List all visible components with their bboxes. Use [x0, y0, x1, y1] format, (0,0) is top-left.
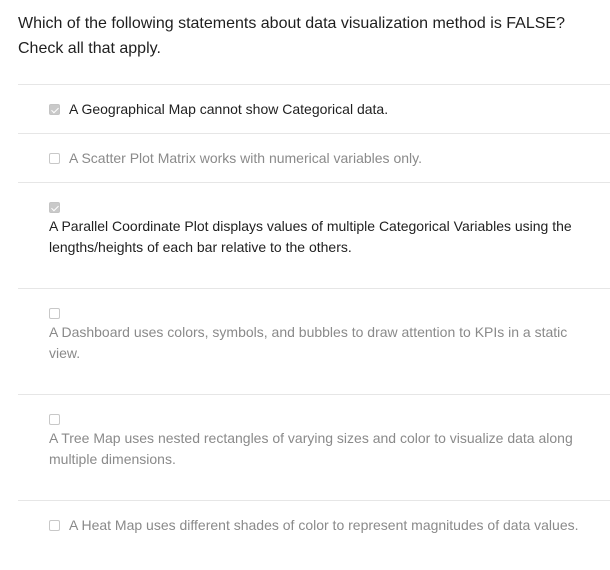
option-4-label[interactable]: A Dashboard uses colors, symbols, and bubbles to draw attention to KPIs in a static view. — [49, 324, 568, 361]
option-2-checkbox[interactable] — [49, 153, 60, 164]
answer-option-6[interactable] — [18, 500, 610, 556]
option-3-label[interactable]: A Parallel Coordinate Plot displays values of multiple Categorical Variables using the lengths/heights of each bar relative to the others. — [49, 218, 572, 255]
option-2-label[interactable]: A Scatter Plot Matrix works with numerical variables only. — [69, 150, 422, 166]
answer-option-5[interactable] — [18, 394, 610, 500]
option-3-checkbox[interactable] — [49, 202, 60, 213]
answer-option-1[interactable] — [18, 84, 610, 133]
option-5-label[interactable]: A Tree Map uses nested rectangles of varying sizes and color to visualize data along multiple dimensions. — [49, 430, 573, 467]
question-text: Which of the following statements about data visualization method is FALSE? Check all that apply. — [18, 15, 565, 57]
option-1-checkbox[interactable] — [49, 104, 60, 115]
option-4-checkbox[interactable] — [49, 308, 60, 319]
option-6-checkbox[interactable] — [49, 520, 60, 531]
answer-option-3[interactable] — [18, 182, 610, 288]
answer-option-4[interactable] — [18, 288, 610, 394]
answer-option-2[interactable] — [18, 133, 610, 182]
option-1-label[interactable]: A Geographical Map cannot show Categorical data. — [69, 101, 389, 117]
option-5-checkbox[interactable] — [49, 414, 60, 425]
answer-options-list — [18, 84, 610, 556]
option-6-label[interactable]: A Heat Map uses different shades of color to represent magnitudes of data values. — [69, 517, 579, 533]
